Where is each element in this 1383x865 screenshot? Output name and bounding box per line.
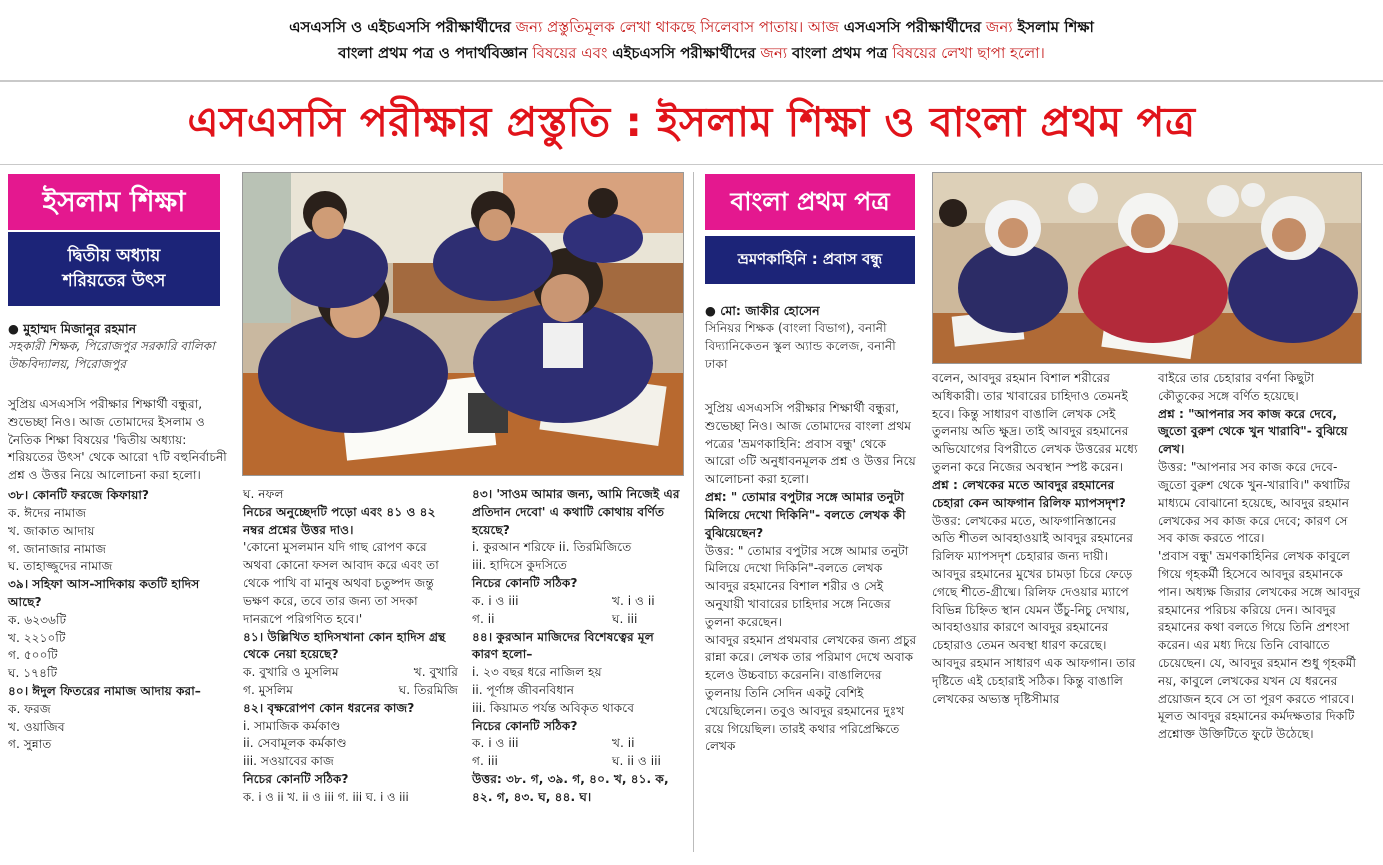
intro-text xyxy=(40,14,1343,67)
bangla-column-2 xyxy=(932,370,1138,708)
option: ঘ. নফল xyxy=(243,487,284,501)
option: ক. ঈদের নামাজ xyxy=(8,505,87,520)
question: প্রশ্ন : "আপনার সব কাজ করে দেবে, জুতো বুরুশ থেকে খুন খারাবি"- বুঝিয়ে লেখ। xyxy=(1158,406,1348,457)
question: ৩৯। সহিফা আস-সাদিকায় কতটি হাদিস আছে? xyxy=(8,577,200,609)
option: ক. i ও iii xyxy=(472,736,519,751)
chapter-line: দ্বিতীয় অধ্যায় xyxy=(67,245,161,266)
bangla-column-1 xyxy=(705,400,918,756)
intro-text-span: জন্য প্রস্তুতিমূলক লেখা থাকছে সিলেবাস পাতায়। আজ xyxy=(515,18,839,36)
intro-emphasis: ইসলাম শিক্ষা xyxy=(1017,18,1094,36)
question: ৪১। উল্লিখিত হাদিসখানা কোন হাদিস গ্রন্থ থেকে নেয়া হয়েছে? xyxy=(243,629,446,662)
option: i. কুরআন শরিফে ii. তিরমিজিতে xyxy=(472,540,632,555)
option: iii. কিয়ামত পর্যন্ত অবিকৃত থাকবে xyxy=(472,700,634,715)
option: ক. ফরজ xyxy=(8,701,51,716)
option: ক. i ও ii খ. ii ও iii গ. iii ঘ. i ও iii xyxy=(243,789,409,804)
intro-emphasis: এসএসসি পরীক্ষার্থীদের xyxy=(843,18,982,36)
option: ঘ. ii ও iii xyxy=(612,754,661,769)
intro-emphasis: বাংলা প্রথম পত্র xyxy=(791,44,888,63)
answer: আবদুর রহমানের মুখের চামড়া চিরে ফেড়ে গেছে শীতে-গ্রীষ্মে। রিলিফ দেওয়ার ম্যাপে বিভিন্ন চিহ্নিত স্থান যেমন উঁচু-নিচু দেখায়, আবহাওয়ার কারণে আবদুর রহমানের চেহারাও তেমন অবস্থা ধারণ করেছে। আবদুর রহমান সাধারণ এক আফগান। তার দৃষ্টিতে এই চেহারাই সঠিক। কিন্তু বাঙালি লেখকের অভ্যস্ত দৃষ্টিসীমার xyxy=(932,566,1136,706)
answer: 'প্রবাস বন্ধু' ভ্রমণকাহিনির লেখক কাবুলে গিয়ে গৃহকর্মী হিসেবে আবদুর রহমানকে পান। অধ্যক্ষ জিরার লেখকের সঙ্গে আবদুর রহমানের পরিচয় করিয়ে দেন। আবদুর রহমানের কথা বলতে গিয়ে তিনি প্রশংসা করেন। এর মধ্য দিয়ে তিনি বোঝাতে চেয়েছেন। যে, আবদুর রহমান শুধু গৃহকর্মী নয়, কাবুলে লেখকের যখন যে ধরনের প্রয়োজন হবে সে তা পূরণ করতে পারবে। মূলত আবদুর রহমানের কর্মদক্ষতার দিকটি প্রশ্নোক্ত উক্তিটিতে ফুটে উঠেছে। xyxy=(1158,549,1361,742)
author-name: ● মো: জাকীর হোসেন xyxy=(705,303,820,318)
option-row xyxy=(472,735,682,753)
author-name: ● মুহাম্মদ মিজানুর রহমান xyxy=(8,321,137,336)
option-row xyxy=(243,682,458,700)
answer: উত্তর: "আপনার সব কাজ করে দেবে- জুতো বুরুশ থেকে খুন-খারাবি।" কথাটির মাধ্যমে বোঝানো হয়েছে, আবদুর রহমান লেখকের সব কাজ করে দেবে; কারণ সে সব কাজ করতে পারে। xyxy=(1158,460,1351,546)
option: ক. ৬২৩৬টি xyxy=(8,612,67,627)
option: গ. ৫০০টি xyxy=(8,648,58,663)
option: গ. মুসলিম xyxy=(243,682,293,697)
option: গ. ii xyxy=(472,611,495,626)
option: ক. i ও iii xyxy=(472,593,519,608)
option: ঘ. iii xyxy=(612,611,638,626)
page-headline: এসএসসি পরীক্ষার প্রস্তুতি : ইসলাম শিক্ষা ও বাংলা প্রথম পত্র xyxy=(187,98,1196,146)
option: খ. জাকাত আদায় xyxy=(8,523,95,538)
option: খ. ২২১০টি xyxy=(8,630,66,645)
article-intro: সুপ্রিয় এসএসসি পরীক্ষার শিক্ষার্থী বন্ধুরা, শুভেচ্ছা নিও। আজ তোমাদের ইসলাম ও নৈতিক শিক্ষা বিষয়ের 'দ্বিতীয় অধ্যায়: শরিয়তের উৎস' থেকে আরো ৭টি বহুনির্বাচনী প্রশ্ন ও উত্তর নিয়ে আলোচনা করা হলো। xyxy=(8,397,227,483)
islam-section-badge: ইসলাম শিক্ষা xyxy=(8,174,220,230)
question: ৩৮। কোনটি ফরজে কিফায়া? xyxy=(8,488,149,503)
bangla-section-badge: বাংলা প্রথম পত্র xyxy=(705,174,915,230)
instruction: নিচের কোনটি সঠিক? xyxy=(472,718,578,733)
intro-line-2 xyxy=(40,40,1343,66)
bangla-column-3 xyxy=(1158,370,1364,744)
answer: উত্তর: লেখকের মতে, আফগানিস্তানের অতি শীতল আবহাওয়াই আবদুর রহমানের রিলিফ ম্যাপসদৃশ চেহারার জন্য দায়ী। xyxy=(932,513,1133,564)
option-row xyxy=(472,611,682,629)
option: iii. সওয়াবের কাজ xyxy=(243,754,334,769)
question: প্রশ্ন: " তোমার বপুটার সঙ্গে আমার তনুটা মিলিয়ে দেখো দিকিনি"- বলতে লেখক কী বুঝিয়েছেন? xyxy=(705,490,906,540)
question: ৪৪। কুরআন মাজিদের বিশেষত্বের মূল কারণ হলো– xyxy=(472,629,654,662)
author-affiliation: সিনিয়র শিক্ষক (বাংলা বিভাগ), বনানী বিদ্যানিকেতন স্কুল অ্যান্ড কলেজ, বনানী ঢাকা xyxy=(705,321,896,371)
option: গ. iii xyxy=(472,754,498,769)
option: ঘ. তিরমিজি xyxy=(398,682,458,697)
answer-key: উত্তর: ৩৮. গ, ৩৯. গ, ৪০. খ, ৪১. ক, ৪২. গ, ৪৩. ঘ, ৪৪. ঘ। xyxy=(472,772,669,804)
column-divider xyxy=(693,172,694,852)
option: খ. বুখারি xyxy=(413,665,458,680)
answer: বাইরে তার চেহারার বর্ণনা কিছুটা কৌতুকের সঙ্গে বর্ণিত হয়েছে। xyxy=(1158,371,1315,403)
option: গ. সুন্নাত xyxy=(8,737,52,752)
islam-column-2 xyxy=(243,486,458,806)
option: ii. সেবামূলক কর্মকাণ্ড xyxy=(243,736,347,751)
islam-chapter-badge xyxy=(8,232,220,306)
intro-text-span: জন্য xyxy=(760,44,788,63)
author-affiliation: সহকারী শিক্ষক, পিরোজপুর সরকারি বালিকা উচ্চবিদ্যালয়, পিরোজপুর xyxy=(8,339,215,371)
answer: বলেন, আবদুর রহমান বিশাল শরীরের অধিকারী। তার খাবারের চাহিদাও তেমনই হবে। কিন্তু সাধারণ বাঙালি লেখক সেই তুলনায় অতি ক্ষুদ্র। তাই আবদুর রহমানের অভিযোগের বিপরীতে লেখক উত্তরের মধ্যে তুলনা করে নিজের অবস্থান স্পষ্ট করেন। xyxy=(932,371,1138,475)
exam-hall-photo-1 xyxy=(242,172,684,476)
intro-emphasis: বাংলা প্রথম পত্র ও পদার্থবিজ্ঞান xyxy=(338,44,528,63)
option: খ. ওয়াজিব xyxy=(8,719,65,734)
option: i. সামাজিক কর্মকাণ্ড xyxy=(243,718,341,733)
chapter-line: শরিয়তের উৎস xyxy=(62,271,166,291)
quote: 'কোনো মুসলমান যদি গাছ রোপণ করে অথবা কোনো ফসল আবাদ করে এবং তা থেকে পাখি বা মানুষ অথবা চতুষ্পদ জন্তু ভক্ষণ করে, তবে তার জন্য তা সদকা দানরূপে পরিগণিত হবে।' xyxy=(243,540,439,626)
divider xyxy=(0,164,1383,165)
option: ঘ. ১৭৪টি xyxy=(8,666,58,681)
intro-text-span: জন্য xyxy=(985,18,1013,36)
article-intro: সুপ্রিয় এসএসসি পরীক্ষার শিক্ষার্থী বন্ধুরা, শুভেচ্ছা নিও। আজ তোমাদের বাংলা প্রথম পত্রের 'ভ্রমণকাহিনি: প্রবাস বন্ধু' থেকে আরো ৩টি অনুধাবনমূলক প্রশ্ন ও উত্তর নিয়ে আলোচনা করা হলো। xyxy=(705,401,916,487)
option-row xyxy=(472,593,682,611)
option-row xyxy=(243,664,458,682)
answer: আবদুর রহমান প্রথমবার লেখকের জন্য প্রচুর রান্না করে। লেখক তার পরিমাণ দেখে অবাক হলেও উচ্চবাচ্য করেননি। বাঙালিদের তুলনায় তিনি সেদিন একটু বেশিই খেয়েছিলেন। তবুও আবদুর রহমানের দুঃখ রয়ে গিয়েছিল। তারই কথার পরিপ্রেক্ষিতে লেখক xyxy=(705,632,917,754)
instruction: নিচের কোনটি সঠিক? xyxy=(243,772,349,786)
intro-emphasis: এসএসসি ও এইচএসসি পরীক্ষার্থীদের xyxy=(289,18,511,36)
intro-text-span: বিষয়ের এবং xyxy=(532,44,608,63)
intro-line-1 xyxy=(40,14,1343,40)
option: ii. পূর্ণাঙ্গ জীবনবিধান xyxy=(472,682,575,697)
bangla-topic-badge: ভ্রমণকাহিনি : প্রবাস বন্ধু xyxy=(705,236,915,284)
exam-hall-photo-2 xyxy=(932,172,1362,364)
divider xyxy=(0,80,1383,82)
exam-hall-photo-illustration xyxy=(933,173,1362,364)
intro-emphasis: এইচএসসি পরীক্ষার্থীদের xyxy=(612,44,756,63)
bangla-author-block xyxy=(705,302,920,374)
islam-column-1 xyxy=(8,396,232,754)
classroom-photo-illustration xyxy=(243,173,684,476)
option: গ. জানাজার নামাজ xyxy=(8,541,107,556)
question: ৪২। বৃক্ষরোপণ কোন ধরনের কাজ? xyxy=(243,700,415,715)
option-row xyxy=(472,753,682,771)
answer: উত্তর: " তোমার বপুটার সঙ্গে আমার তনুটা মিলিয়ে দেখো দিকিনি"-বলতে লেখক আবদুর রহমানের বিশাল শরীর ও সেই অনুযায়ী খাবারের চাহিদার সঙ্গে নিজের তুলনা করেছেন। xyxy=(705,543,909,629)
option: iii. হাদিসে কুদসিতে xyxy=(472,558,568,573)
option: ক. বুখারি ও মুসলিম xyxy=(243,665,339,680)
instruction: নিচের অনুচ্ছেদটি পড়ো এবং ৪১ ও ৪২ নম্বর প্রশ্নের উত্তর দাও। xyxy=(243,504,436,537)
islam-column-3 xyxy=(472,486,682,807)
option: ঘ. তাহাজ্জুদের নামাজ xyxy=(8,559,113,574)
question: প্রশ্ন : লেখকের মতে আবদুর রহমানের চেহারা কেন আফগান রিলিফ ম্যাপসদৃশ? xyxy=(932,477,1126,510)
option: i. ২৩ বছর ধরে নাজিল হয় xyxy=(472,665,602,680)
option: খ. i ও ii xyxy=(612,593,655,608)
instruction: নিচের কোনটি সঠিক? xyxy=(472,576,578,591)
islam-author-block xyxy=(8,320,230,373)
option: খ. ii xyxy=(612,736,635,751)
question: ৪০। ঈদুল ফিতরের নামাজ আদায় করা– xyxy=(8,684,201,698)
question: ৪৩। 'সাওম আমার জন্য, আমি নিজেই এর প্রতিদান দেবো' এ কথাটি কোথায় বর্ণিত হয়েছে? xyxy=(472,487,680,537)
intro-text-span: বিষয়ের লেখা ছাপা হলো। xyxy=(892,44,1045,63)
